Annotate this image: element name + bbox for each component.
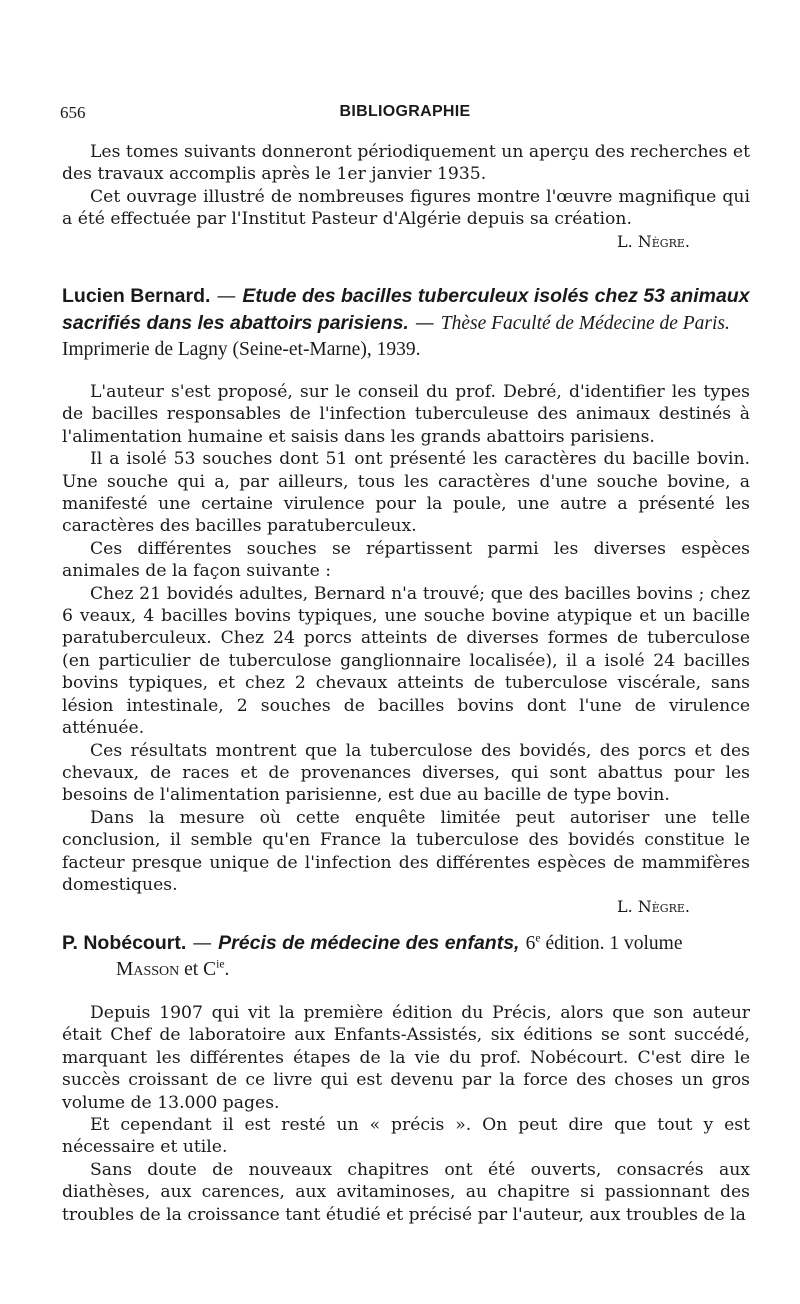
publisher-superscript: ie (216, 957, 225, 970)
entry-dash: — (186, 931, 219, 954)
entry-author: Lucien Bernard. (62, 285, 211, 307)
reviewer-signature: L. Nègre. (616, 231, 690, 251)
edition-number: 6 (525, 933, 536, 954)
body-paragraph: Ces résultats montrent que la tuberculose des bovidés, des porcs et des chevaux, de races et de provenances diverses, qui sont abattus pour les besoins de l'alimentation parisienne, est due au bacille de type bovin. (62, 740, 750, 806)
entry-title: Précis de médecine des enfants, (218, 932, 520, 954)
publisher-join: et C (179, 958, 217, 980)
bibliographic-entry-heading (62, 930, 752, 982)
entry-title: Etude des bacilles tuberculeux isolés chez 53 animaux sacrifiés dans les abattoirs parisiens. (62, 285, 750, 334)
body-paragraph: Depuis 1907 qui vit la première édition du Précis, alors que son auteur était Chef de laboratoire aux Enfants-Assistés, six éditions se sont succédé, marquant les différentes étapes de la vie du prof. Nobécourt. C'est dire le succès croissant de ce livre qui est devenu par la force des choses un gros volume de 13.000 pages. (62, 1003, 750, 1113)
body-paragraph: Les tomes suivants donneront périodiquement un aperçu des recherches et des travaux accomplis après le 1er janvier 1935. (62, 142, 750, 185)
entry-dash: — (408, 310, 441, 334)
page-header (60, 103, 750, 127)
entry-publisher: Imprimerie de Lagny (Seine-et-Marne), 1939. (62, 339, 421, 360)
entry-publisher (62, 957, 752, 983)
body-paragraph: Il a isolé 53 souches dont 51 ont présenté les caractères du bacille bovin. Une souche qui a, par ailleurs, tous les caractères d'une souche bovine, a manifesté une certaine virulence pour la poule, une autre a présenté les caractères des bacilles paratuberculeux. (62, 449, 750, 537)
running-title: BIBLIOGRAPHIE (339, 103, 471, 120)
publisher-name: Masson (116, 958, 180, 980)
review-body (62, 381, 750, 919)
edition-text: édition. 1 volume (540, 933, 683, 954)
publisher-end: . (224, 958, 230, 980)
entry-edition (526, 933, 683, 954)
body-paragraph: Chez 21 bovidés adultes, Bernard n'a trouvé; que des bacilles bovins ; chez 6 veaux, 4 bacilles bovins typiques, une souche bovine atypique et un bacille paratuberculeux. Chez 24 porcs atteints de diverses formes de tuberculose (en particulier de tuberculose ganglionnaire localisée), il a isolé 24 bacilles bovins typiques, et chez 2 chevaux atteints de tuberculose viscérale, sans lésion intestinale, 2 souches de bacilles bovins dont l'une de virulence atténuée. (62, 583, 750, 739)
review-body (62, 1002, 750, 1226)
body-paragraph: Et cependant il est resté un « précis ». On peut dire que tout y est nécessaire et utile. (62, 1115, 750, 1158)
body-paragraph: Ces différentes souches se répartissent parmi les diverses espèces animales de la façon suivante : (62, 538, 750, 582)
body-paragraph: Cet ouvrage illustré de nombreuses figures montre l'œuvre magnifique qui a été effectuée par l'Institut Pasteur d'Algérie depuis sa création. (62, 186, 750, 230)
entry-dash: — (210, 284, 243, 307)
page-number: 656 (60, 103, 86, 122)
entry-faculty: Thèse Faculté de Médecine de Paris. (440, 312, 730, 334)
body-paragraph: Sans doute de nouveaux chapitres ont été ouverts, consacrés aux diathèses, aux carences, aux avitaminoses, au chapitre si passionnant des troubles de la croissance tant étudié et précisé par l'auteur, aux troubles de la (62, 1159, 750, 1225)
body-paragraph: Dans la mesure où cette enquête limitée peut autoriser une telle conclusion, il semble qu'en France la tuberculose des bovidés constitue le facteur presque unique de l'infection des différentes espèces de mammifères domestiques. (62, 807, 750, 895)
bibliographic-entry-heading (62, 283, 752, 363)
reviewer-signature: L. Nègre. (616, 897, 690, 917)
body-paragraph: L'auteur s'est proposé, sur le conseil du prof. Debré, d'identifier les types de bacilles responsables de l'infection tuberculeuse des animaux destinés à l'alimentation humaine et saisis dans les grands abattoirs parisiens. (62, 382, 750, 447)
entry-author: P. Nobécourt. (62, 932, 187, 954)
edition-superscript: e (535, 931, 541, 945)
previous-review-ending (62, 141, 750, 253)
